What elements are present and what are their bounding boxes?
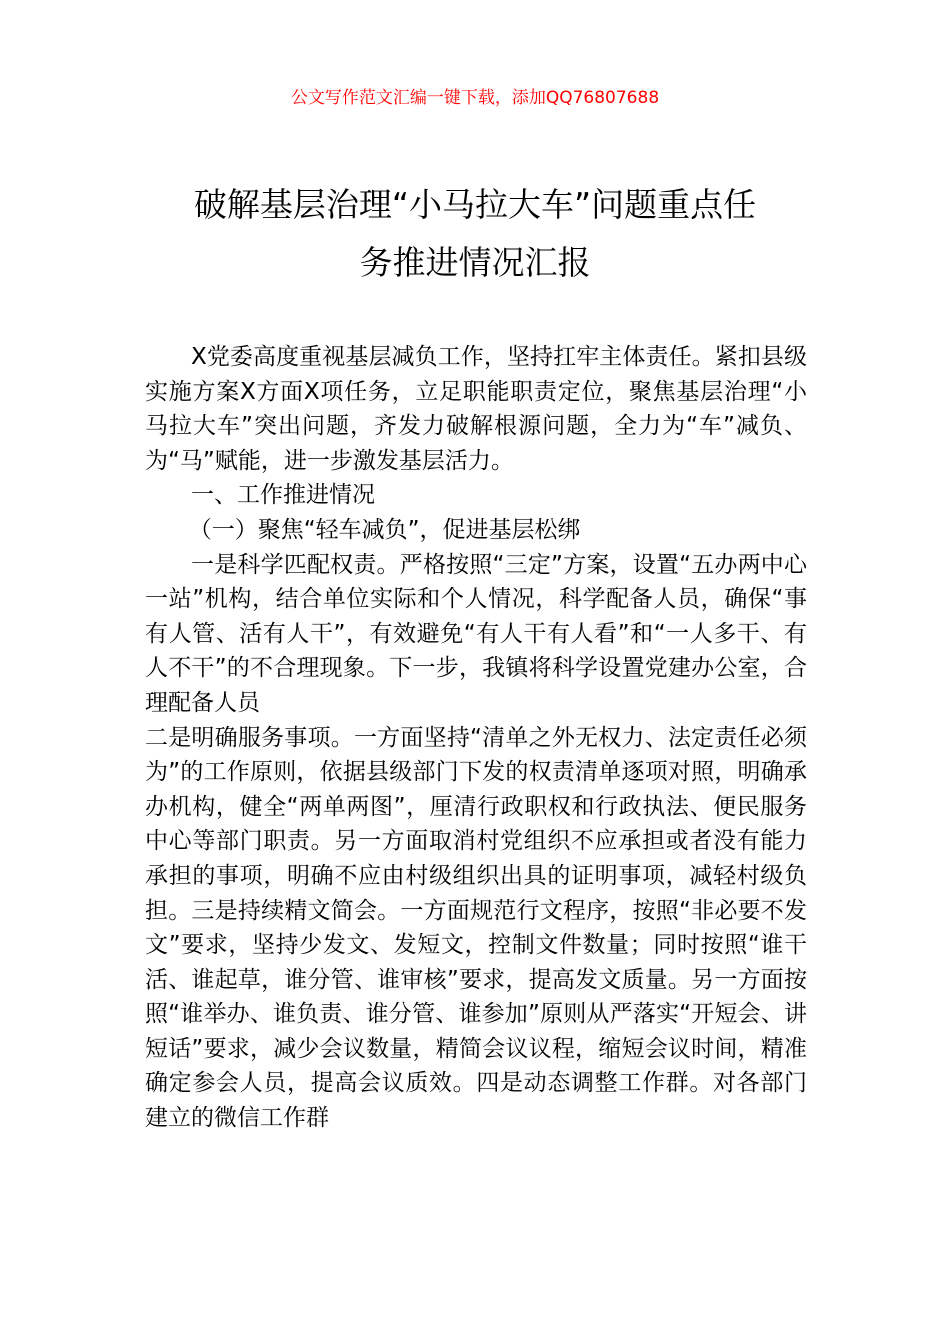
document-title <box>140 176 810 292</box>
document-title-line-2: 务推进情况汇报 <box>359 243 591 282</box>
body-paragraph-2: 二是明确服务事项。一方面坚持“清单之外无权力、法定责任必须为”的工作原则，依据县级部门下发的权责清单逐项对照，明确承办机构，健全“两单两图”，厘清行政职权和行政执法、便民服务中心等部门职责。另一方面取消村党组织不应承担或者没有能力承担的事项，明确不应由村级组织出具的证明事项，减轻村级负担。三是持续精文简会。一方面规范行文程序，按照“非必要不发文”要求，坚持少发文、发短文，控制文件数量；同时按照“谁干活、谁起草，谁分管、谁审核”要求，提高发文质量。另一方面按照“谁举办、谁负责、谁分管、谁参加”原则从严落实“开短会、讲短话”要求，减少会议数量，精简会议议程，缩短会议时间，精准确定参会人员，提高会议质效。四是动态调整工作群。对各部门建立的微信工作群 <box>145 724 807 1132</box>
section-heading-1: 一、工作推进情况 <box>191 482 375 509</box>
subsection-heading-1: （一）聚焦“轻车减负”，促进基层松绑 <box>188 516 581 543</box>
document-body <box>145 340 807 1136</box>
header-download-note: 公文写作范文汇编一键下载，添加QQ76807688 <box>290 88 660 108</box>
body-paragraph-1: 一是科学匹配权责。严格按照“三定”方案，设置“五办两中心一站”机构，结合单位实际和个人情况，科学配备人员，确保“事有人管、活有人干”，有效避免“有人干有人看”和“一人多干、有人不干”的不合理现象。下一步，我镇将科学设置党建办公室，合理配备人员 <box>145 551 807 716</box>
document-title-line-1: 破解基层治理“小马拉大车”问题重点任 <box>193 185 757 224</box>
intro-paragraph: X党委高度重视基层减负工作，坚持扛牢主体责任。紧扣县级实施方案X方面X项任务，立足职能职责定位，聚焦基层治理“小马拉大车”突出问题，齐发力破解根源问题，全力为“车”减负、为“马”赋能，进一步激发基层活力。 <box>145 344 807 474</box>
